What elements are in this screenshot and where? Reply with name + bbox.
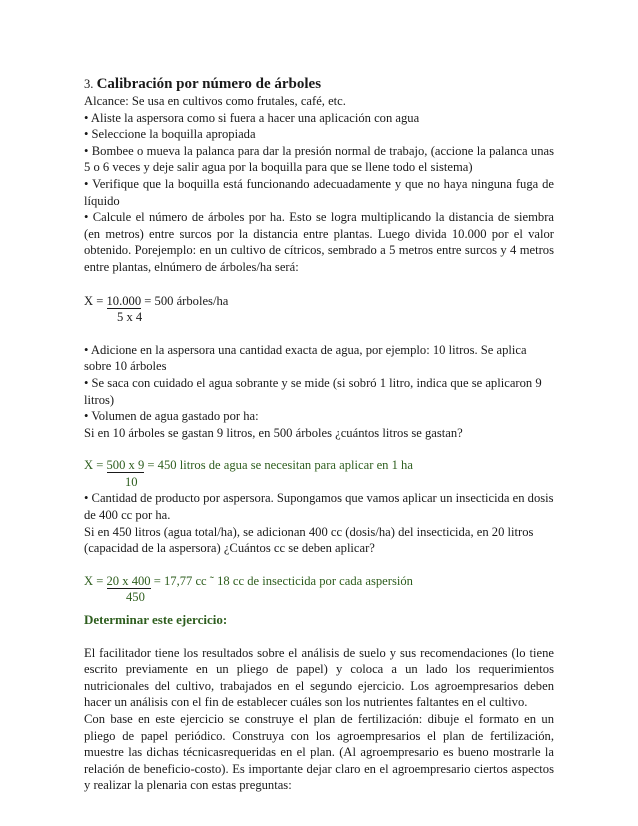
formula-denominator: 450: [126, 590, 145, 605]
formula-water-per-ha: [84, 457, 554, 490]
formula-numerator: 10.000: [106, 293, 142, 308]
bullet-pump-lever: • Bombee o mueva la palanca para dar la presión normal de trabajo, (accione la palanca unas 5 o 6 veces y deje salir agua por la boquilla para que se llene todo el sistema): [84, 143, 554, 175]
document-page: [84, 76, 554, 794]
water-question: Si en 10 árboles se gastan 9 litros, en 500 árboles ¿cuántos litros se gastan?: [84, 425, 463, 440]
bullet-water-volume: • Volumen de agua gastado por ha:: [84, 409, 259, 424]
bullet-add-water: • Adicione en la aspersora una cantidad exacta de agua, por ejemplo: 10 litros. Se aplica sobre 10 árboles: [84, 342, 527, 374]
formula-result: = 500 árboles/ha: [141, 293, 229, 308]
formula-prefix: X =: [84, 458, 107, 473]
exercise-paragraph: Con base en este ejercicio se construye el plan de fertilización: dibuje el formato en un pliego de papel periódico. Construya con los agroempresarios el plan de fertilización, muestre las dichas técnicasrequeridas en el plan. (Al agroempresario es bueno mostrarle la relación de beneficio-costo). Es importante dejar claro en el agroempresario ciertos aspectos y realizar la plenaria con estas preguntas:: [84, 712, 554, 793]
formula-result: = 450 litros de agua se necesitan para aplicar en 1 ha: [144, 458, 413, 473]
bullet-measure-leftover: • Se saca con cuidado el agua sobrante y se mide (si sobró 1 litro, indica que se aplicaron 9 litros): [84, 375, 542, 407]
formula-trees-per-ha: [84, 293, 554, 326]
formula-denominator: 10: [125, 474, 138, 489]
bullet-select-nozzle: • Seleccione la boquilla apropiada: [84, 127, 256, 142]
formula-insecticide: [84, 573, 554, 606]
formula-result: = 17,77 cc ˜ 18 cc de insecticida por cada aspersión: [150, 573, 413, 588]
formula-prefix: X =: [84, 293, 107, 308]
section-number: 3.: [84, 77, 97, 91]
scope-line: Alcance: Se usa en cultivos como frutales, café, etc.: [84, 94, 346, 108]
formula-numerator: 500 x 9: [106, 458, 145, 473]
exercise-paragraph: El facilitador tiene los resultados sobre el análisis de suelo y sus recomendaciones (lo tiene escrito previamente en un pliego de papel) y coloca a un lado los requerimientos nutricionales del cultivo, trabajados en el segundo ejercicio. Los agroempresarios deben hacer un análisis con el fin de establecer cuáles son los nutrientes faltantes en el cultivo.: [84, 645, 554, 710]
formula-prefix: X =: [84, 573, 107, 588]
bullet-prepare-sprayer: • Aliste la aspersora como si fuera a hacer una aplicación con agua: [84, 110, 420, 125]
exercise-heading: Determinar este ejercicio:: [84, 612, 228, 628]
section-heading: [84, 76, 554, 93]
formula-denominator: 5 x 4: [117, 310, 143, 325]
section-title: Calibración por número de árboles: [96, 76, 322, 92]
bullet-calculate-trees: • Calcule el número de árboles por ha. Esto se logra multiplicando la distancia de siembra (en metros) entre surcos por la distancia entre plantas. Luego divida 10.000 por el valor obtenido. Porejemplo: en un cultivo de cítricos, sembrado a 5 metros entre surcos y 4 metros entre plantas, elnúmero de árboles/ha será:: [84, 210, 554, 274]
bullet-product-quantity: • Cantidad de producto por aspersora. Supongamos que vamos aplicar un insecticida en dosis de 400 cc por ha.: [84, 491, 554, 523]
product-question: Si en 450 litros (agua total/ha), se adicionan 400 cc (dosis/ha) del insecticida, en 20 litros (capacidad de la aspersora) ¿Cuántos cc se deben aplicar?: [84, 524, 534, 556]
bullet-verify-nozzle: • Verifique que la boquilla está funcionando adecuadamente y que no haya ninguna fuga de líquido: [84, 176, 554, 208]
formula-numerator: 20 x 400: [106, 573, 151, 588]
